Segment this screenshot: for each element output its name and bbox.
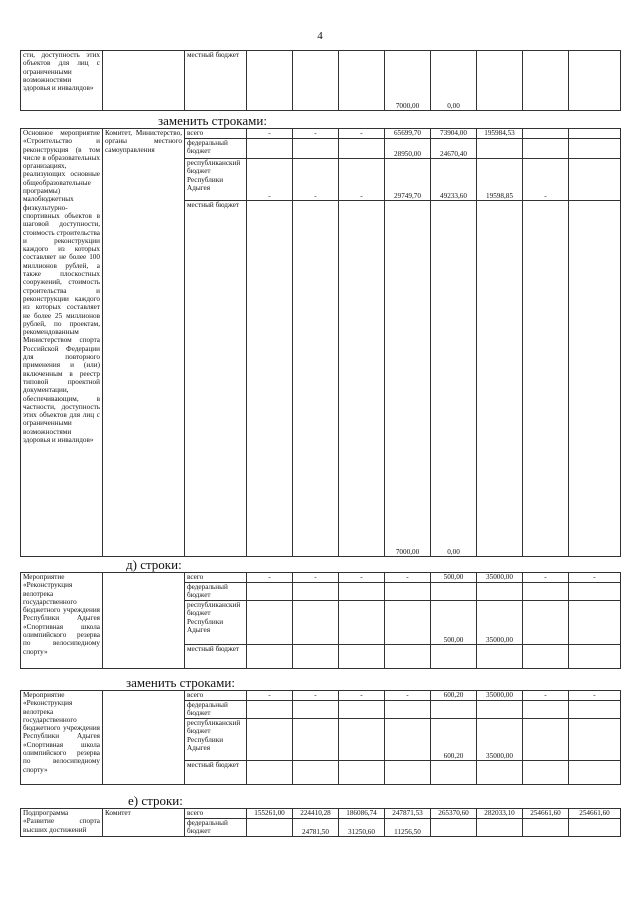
table-row: местный бюджет [21,761,621,785]
table-row: Подпрограмма «Развитие спорта высших достижений Комитет всего 155261,00 224410,28 186086,74 247871,53 265370,60 282033,10 254661,60 254661,60 [21,809,621,819]
table-row: республиканский бюджет Республики Адыгея 600,20 35000,00 [21,719,621,761]
table-row: федеральный бюджет 24781,50 31250,60 11256,50 [21,819,621,837]
table-row: Основное мероприятие «Строительство и реконструкция (в том числе в образовательных организациях, реализующих основные общеобразовательные программы) малобюджетных физкультурно-спортивных объектов в шаговой доступности, стоимость строительства и реконструкции каждого из которых составляет не более 100 миллионов рублей, а также плоскостных сооружений, стоимость строительства и реконструкции каждого из которых составляет не более 25 миллионов рублей, по проектам, рекомендованным Министерством спорта Российской Федерации для повторного применения и (или) включенным в реестр типовой проектной документации, обеспечивающим, в частности, доступность этих объектов для лиц с ограниченными возможностями здоровья и инвалидов» Комитет, Министерство, органы местного самоуправления всего - - - 65699,70 73904,00 195984,53 [21,129,621,139]
table-row: федеральный бюджет [21,583,621,601]
section-heading: е) строки: [128,793,183,808]
table-row: местный бюджет 7000,00 0,00 [21,201,621,557]
table-row: федеральный бюджет 28950,00 24670,40 [21,139,621,159]
table-replacement-velotrack [20,690,621,785]
table-continuation [20,50,621,111]
page-number: 4 [317,30,323,42]
table-row: Мероприятие «Реконструкция велотрека государственного бюджетного учреждения Республики Адыгея «Спортивная школа олимпийского резерва по велосипедному спорту» всего - - - - 500,00 35000,00 - - [21,573,621,583]
executor: Комитет, Министерство, органы местного самоуправления [103,129,185,557]
activity-name: Мероприятие «Реконструкция велотрека государственного бюджетного учреждения Республики Адыгея «Спортивная школа олимпийского резерва по велосипедному спорту» [21,573,103,669]
executor: Комитет [103,809,185,837]
section-heading: д) строки: [126,557,182,572]
activity-name: сти, доступность этих объектов для лиц с ограниченными возможностями здоровья и инвалидов» [21,51,103,111]
table-row: федеральный бюджет [21,701,621,719]
table-original-velotrack [20,572,621,669]
activity-name: Основное мероприятие «Строительство и реконструкция (в том числе в образовательных организациях, реализующих основные общеобразовательные программы) малобюджетных физкультурно-спортивных объектов в шаговой доступности, стоимость строительства и реконструкции каждого из которых составляет не более 100 миллионов рублей, а также плоскостных сооружений, стоимость строительства и реконструкции каждого из которых составляет не более 25 миллионов рублей, по проектам, рекомендованным Министерством спорта Российской Федерации для повторного применения и (или) включенным в реестр типовой проектной документации, обеспечивающим, в частности, доступность этих объектов для лиц с ограниченными возможностями здоровья и инвалидов» [21,129,103,557]
subprogram-name: Подпрограмма «Развитие спорта высших достижений [21,809,103,837]
table-row: сти, доступность этих объектов для лиц с ограниченными возможностями здоровья и инвалидов» местный бюджет 7000,00 0,00 [21,51,621,111]
table-row: республиканский бюджет Республики Адыгея 500,00 35000,00 [21,601,621,645]
table-row: республиканский бюджет Республики Адыгея - - - 29749,70 49233,60 19598,85 - [21,159,621,201]
activity-name: Мероприятие «Реконструкция велотрека государственного бюджетного учреждения Республики Адыгея «Спортивная школа олимпийского резерва по велосипедному спорту» [21,691,103,785]
table-row: Мероприятие «Реконструкция велотрека государственного бюджетного учреждения Республики Адыгея «Спортивная школа олимпийского резерва по велосипедному спорту» всего - - - - 600,20 35000,00 - - [21,691,621,701]
table-row: местный бюджет [21,645,621,669]
table-replacement-main [20,128,621,557]
table-subprogram [20,808,621,837]
section-heading: заменить строками: [126,675,235,690]
section-heading: заменить строками: [158,113,267,128]
budget-source: местный бюджет [185,51,247,111]
